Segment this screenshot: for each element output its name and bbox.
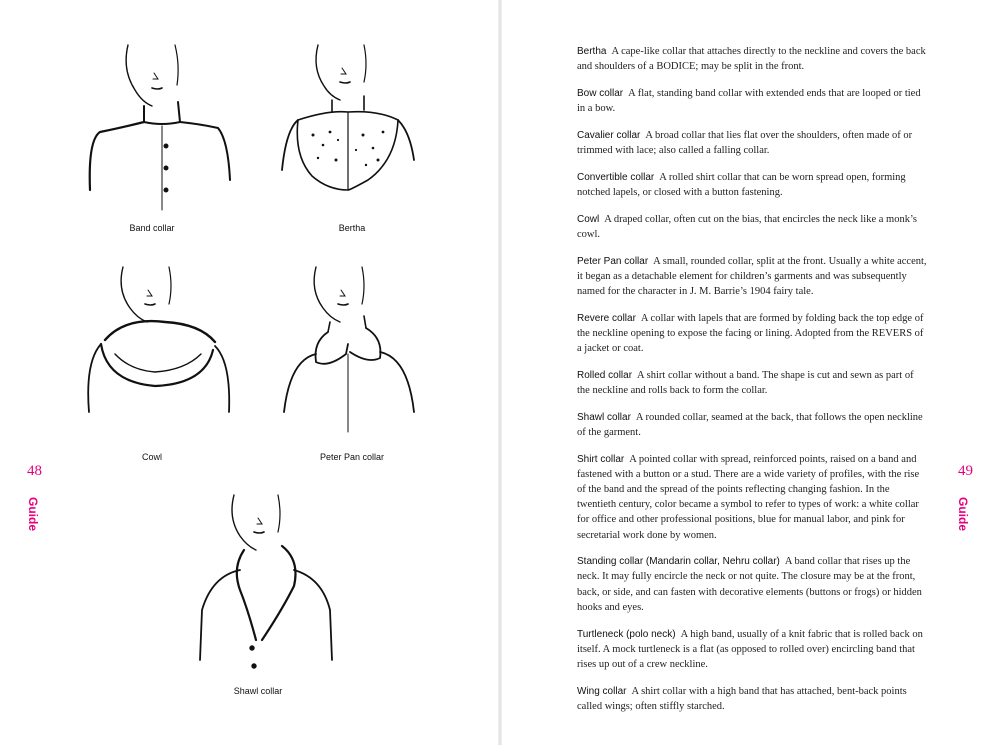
glossary-term: Turtleneck (polo neck) — [577, 628, 676, 640]
glossary-term: Cavalier collar — [577, 129, 641, 141]
glossary-term: Rolled collar — [577, 369, 633, 381]
figure-caption: Band collar — [129, 223, 175, 233]
glossary-term: Shawl collar — [577, 411, 631, 423]
glossary-term: Convertible collar — [577, 171, 655, 183]
left-section-tab: Guide — [26, 497, 40, 532]
glossary-definition: A flat, standing band collar with extended ends that are looped or tied in a bow. — [577, 87, 921, 115]
glossary-definition: A shirt collar without a band. The shape is cut and sewn as part of the neckline and rolls back to form the collar. — [577, 369, 914, 396]
glossary-entry — [577, 254, 927, 300]
glossary-definition: A band collar that rises up the neck. It may fully encircle the neck or not quite. The closure may be at the front, back, or side, and can fasten with decorative elements (buttons or frogs) or hidden hooks and eyes. — [577, 556, 922, 613]
glossary-entry — [577, 212, 927, 242]
glossary-definition: A high band, usually of a knit fabric that is rolled back on itself. A mock turtleneck is a flat (as opposed to rolled over) encircling band that rises up out of a crew neckline. — [577, 628, 923, 670]
right-section-tab: Guide — [956, 497, 970, 532]
glossary-definition: A shirt collar with a high band that has attached, bent-back points called wings; often stiffly starched. — [577, 685, 907, 712]
glossary-term: Bertha — [577, 46, 607, 57]
glossary-term: Revere collar — [577, 312, 636, 324]
glossary-entry — [577, 452, 927, 543]
cowl-illustration — [75, 262, 245, 442]
glossary-definition: A rolled shirt collar that can be worn spread open, forming notched lapels, or closed with a button fastening. — [577, 171, 906, 198]
glossary-entry — [577, 368, 927, 398]
glossary-term: Shirt collar — [577, 453, 625, 465]
glossary-definition: A cape-like collar that attaches directly to the neckline and covers the back and shoulders of a BODICE; may be split in the front. — [577, 46, 926, 73]
glossary-definition: A collar with lapels that are formed by folding back the top edge of the neckline opening to expose the facing or lining. Adopted from the REVERS of a jacket or coat. — [577, 312, 924, 355]
glossary-definition: A draped collar, often cut on the bias, that encircles the neck like a monk’s cowl. — [577, 213, 917, 240]
glossary-entry — [577, 170, 927, 200]
book-spine — [498, 0, 502, 745]
glossary-definition: A small, rounded collar, split at the front. Usually a white accent, it began as a detachable element for children’s garments and was subsequently named for the character in J. M. Barrie’s 1904 fairy tale. — [577, 255, 927, 297]
glossary-entry — [577, 627, 927, 673]
collar-glossary — [577, 44, 927, 726]
right-page-number: 49 — [958, 463, 973, 479]
glossary-entry — [577, 311, 927, 357]
glossary-definition: A pointed collar with spread, reinforced points, raised on a band and fastened with a button or a stud. There are a wide variety of profiles, with the rise of the band and the spread of the points reflecting changing fashion. In the twentieth century, color became a symbol to refer to types of work: a white collar for office and other professional positions, blue for manual labor, and pink for secretarial work done by women. — [577, 453, 920, 541]
glossary-entry — [577, 684, 927, 714]
glossary-term: Peter Pan collar — [577, 255, 649, 267]
glossary-entry — [577, 44, 927, 74]
glossary-term: Wing collar — [577, 685, 627, 697]
glossary-term: Bow collar — [577, 87, 624, 99]
glossary-term: Cowl — [577, 213, 600, 225]
figure-caption: Cowl — [141, 452, 163, 462]
shawl-collar-illustration — [182, 490, 352, 680]
glossary-term: Standing collar (Mandarin collar, Nehru collar) — [577, 556, 780, 568]
glossary-entry — [577, 410, 927, 440]
peter-pan-collar-illustration — [268, 262, 438, 442]
glossary-definition: A broad collar that lies flat over the shoulders, often made of or trimmed with lace; also called a falling collar. — [577, 129, 913, 157]
left-page-number: 48 — [27, 463, 42, 479]
glossary-entry — [577, 554, 927, 615]
band-collar-illustration — [80, 40, 250, 220]
bertha-collar-illustration — [268, 40, 438, 220]
figure-caption: Shawl collar — [233, 686, 283, 696]
glossary-entry — [577, 128, 927, 158]
glossary-definition: A rounded collar, seamed at the back, that follows the open neckline of the garment. — [577, 411, 923, 438]
glossary-entry — [577, 86, 927, 116]
figure-caption: Peter Pan collar — [319, 452, 385, 462]
figure-caption: Bertha — [338, 223, 366, 233]
